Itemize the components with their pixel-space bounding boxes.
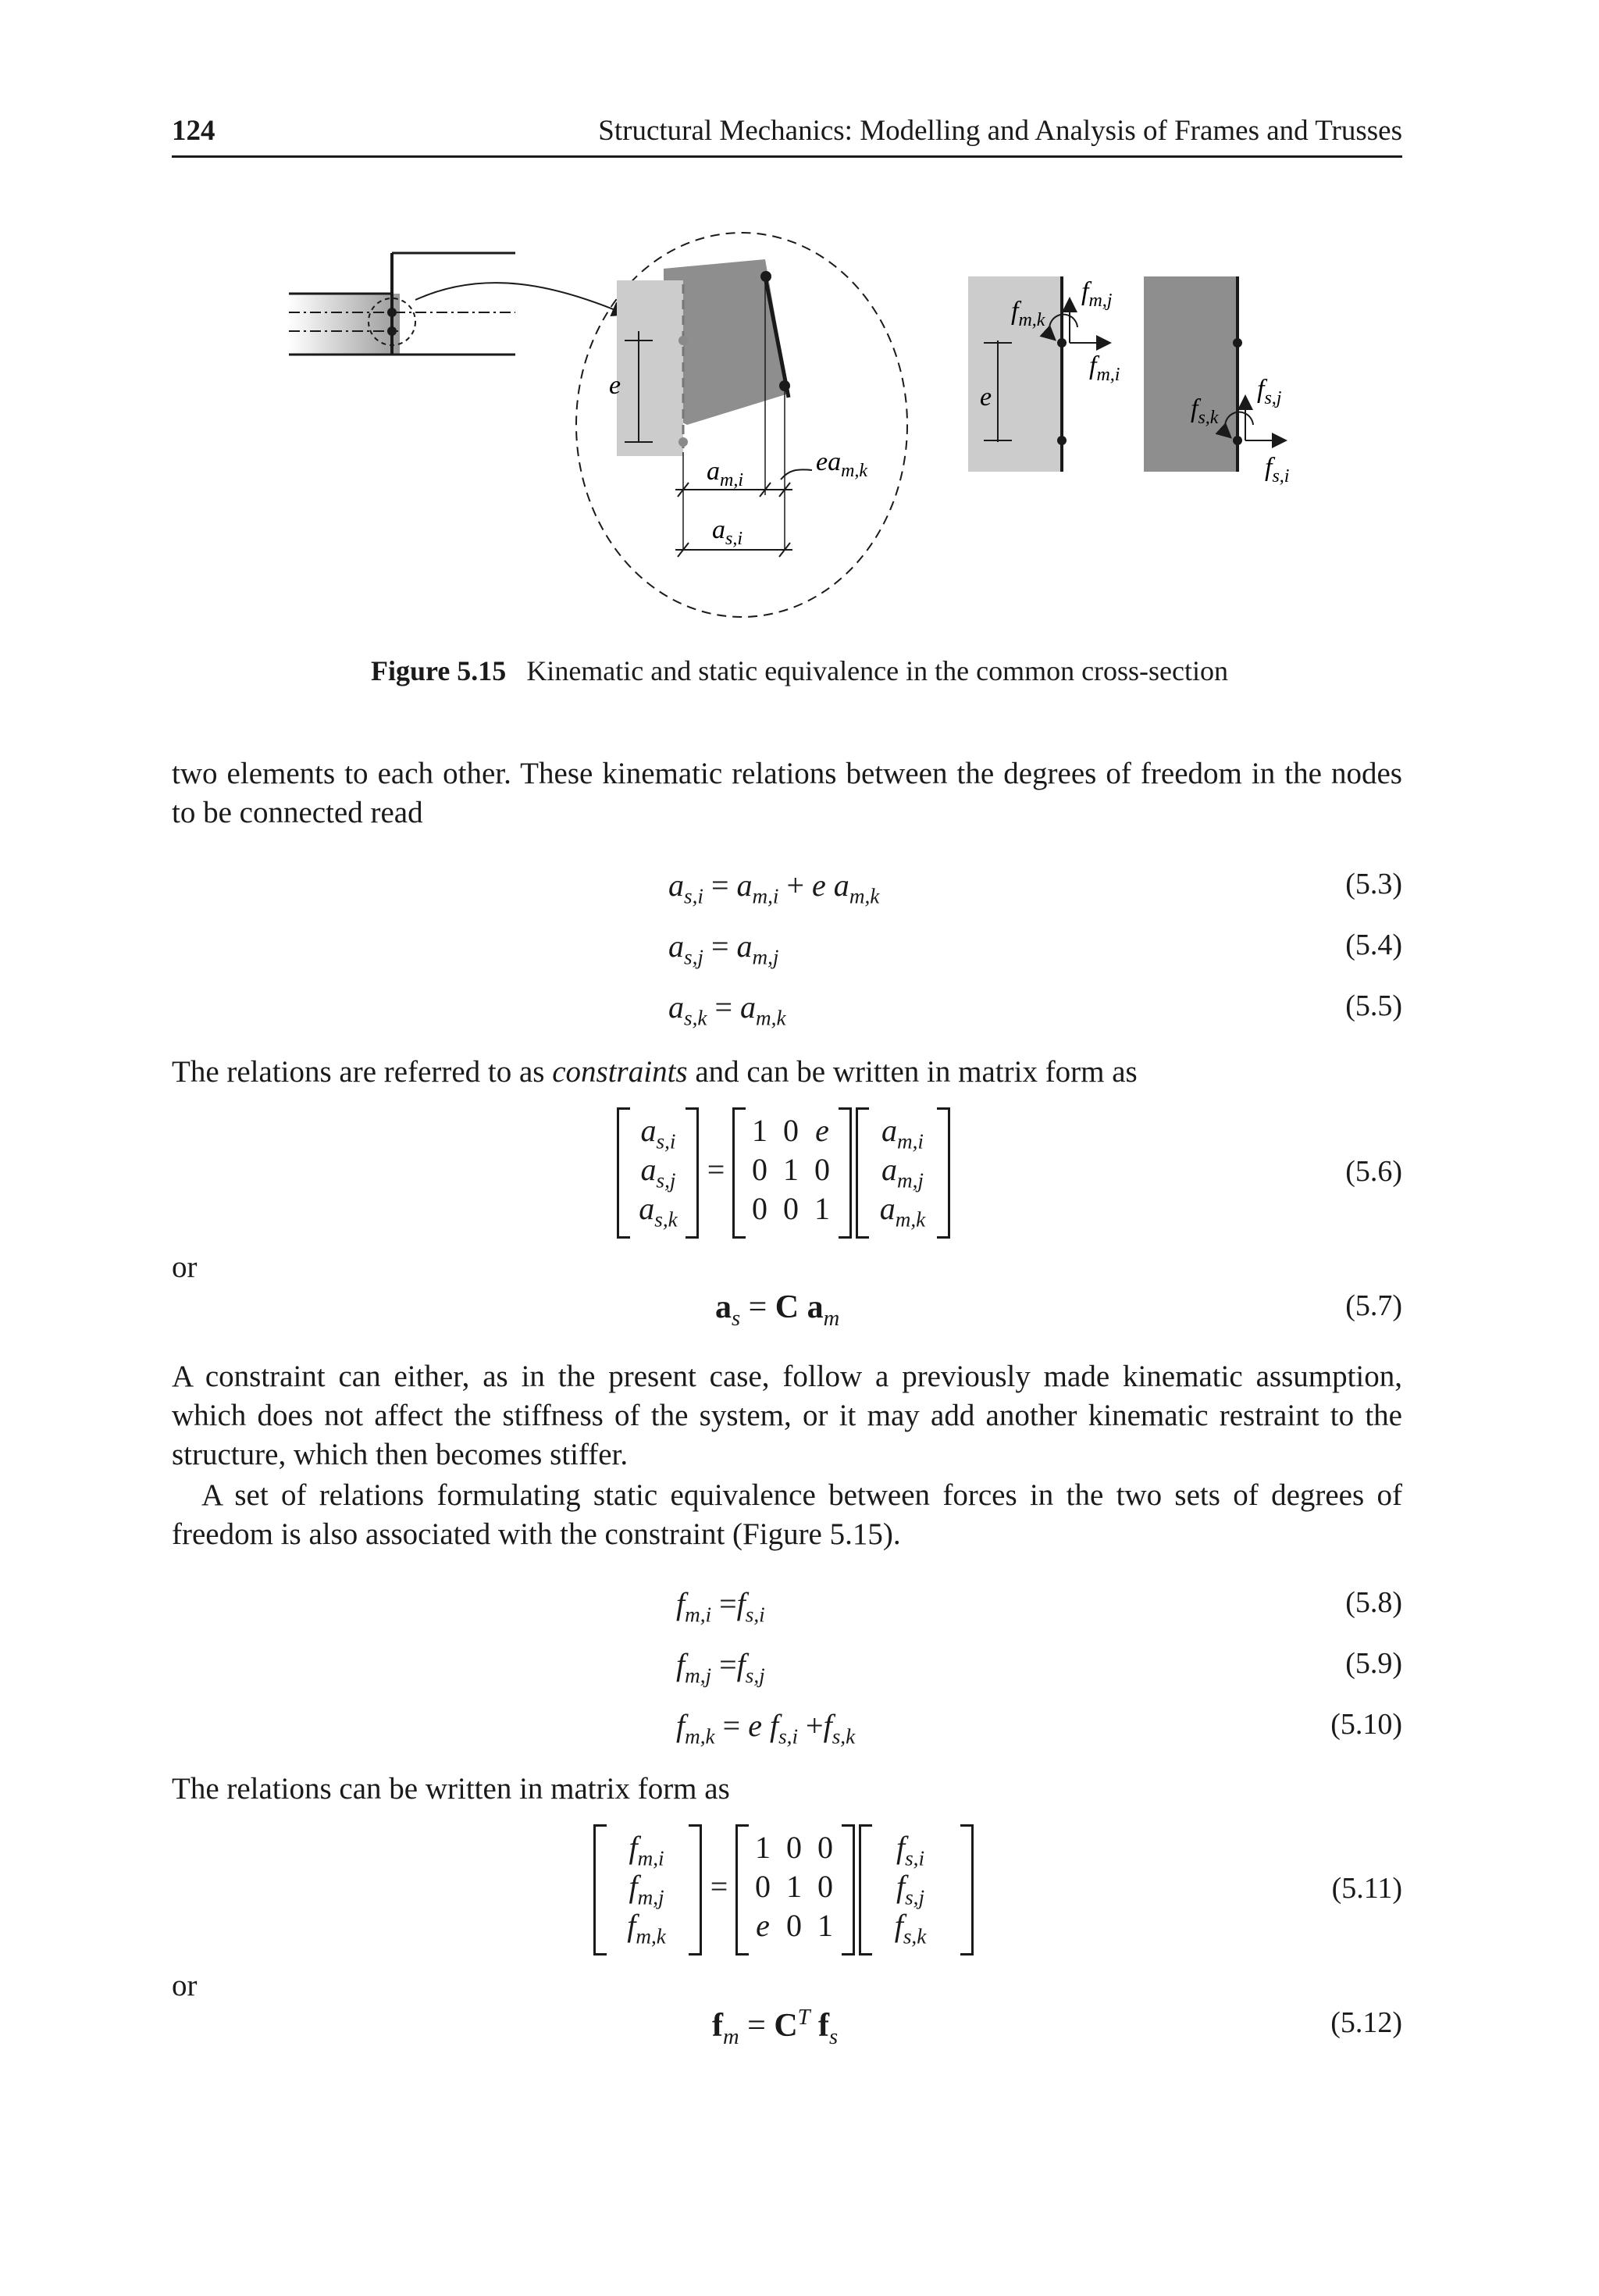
equation-number-5-3: (5.3) bbox=[1345, 868, 1402, 900]
figure-5-15 bbox=[281, 222, 1327, 628]
label-f-m-i-sub: m,i bbox=[1096, 365, 1120, 385]
label-a-s-i: a bbox=[712, 515, 725, 544]
equation-number-5-9: (5.9) bbox=[1345, 1647, 1402, 1680]
label-f-m-i: f bbox=[1089, 351, 1097, 380]
label-a-m-i-sub: m,i bbox=[720, 470, 743, 490]
joint-sketch bbox=[289, 253, 625, 355]
magnified-detail bbox=[576, 233, 907, 617]
page-number: 124 bbox=[172, 115, 215, 147]
equation-5-11: $f_{m,i}$ $f_{m,j}$ $f_{m,k}$ = 1 0 0 0 1 0 e 0 1 $f_{s,i}$ $f_{s,j}$ $f_{s,k}$ bbox=[593, 1824, 984, 1957]
label-f-m-j-sub: m,j bbox=[1088, 291, 1113, 311]
equation-5-3: $a_{s,i} = a_{m,i} + e$ $a_{m,k}$ bbox=[668, 868, 880, 908]
or-1: or bbox=[172, 1250, 198, 1284]
matrix-c-0-1: 0 bbox=[783, 1113, 799, 1148]
label-f-m-k: f bbox=[1011, 297, 1019, 326]
equation-5-4: $a_{s,j} = a_{m,j}$ bbox=[668, 929, 779, 969]
label-f-s-k-sub: s,k bbox=[1198, 408, 1219, 428]
matrix-ct-0-2: 0 bbox=[817, 1830, 833, 1865]
paragraph-2-before: The relations are referred to as bbox=[172, 1055, 553, 1089]
matrix-ct-1-0: 0 bbox=[755, 1869, 771, 1904]
label-f-m-j: f bbox=[1081, 277, 1089, 306]
matrix-c-0-0: 1 bbox=[752, 1113, 767, 1148]
running-title: Structural Mechanics: Modelling and Analysis of Frames and Trusses bbox=[598, 115, 1402, 147]
equation-5-10: $f_{m,k} = e$ $f_{s,i} +f_{s,k}$ bbox=[676, 1708, 856, 1749]
equation-5-12: $f_m = C^T$ $f_s$ bbox=[712, 2005, 839, 2049]
paragraph-3: A constraint can either, as in the present case, follow a previously made kinematic assumption, which does not affect the stiffness of the system, or it may add another kinematic restraint to the structure, which then becomes stiffer. bbox=[172, 1360, 1402, 1471]
matrix-c-1-1: 1 bbox=[783, 1152, 799, 1187]
matrix-c-1-0: 0 bbox=[752, 1152, 767, 1187]
figure-caption-text: Kinematic and static equivalence in the common cross-section bbox=[526, 655, 1229, 686]
figure-diagram bbox=[281, 222, 1327, 628]
svg-text:as,i bbox=[712, 515, 743, 549]
svg-text:fm,j bbox=[1081, 277, 1113, 311]
equation-number-5-6: (5.6) bbox=[1345, 1155, 1402, 1188]
matrix-ct-2-0: e bbox=[756, 1908, 770, 1943]
matrix-ct-1-1: 1 bbox=[786, 1869, 802, 1904]
equation-5-8: $f_{m,i} =f_{s,i}$ bbox=[676, 1586, 765, 1627]
equation-number-5-10: (5.10) bbox=[1330, 1708, 1402, 1741]
label-e-2: e bbox=[980, 383, 992, 412]
matrix-c-1-2: 0 bbox=[814, 1152, 830, 1187]
label-f-s-i: f bbox=[1265, 453, 1273, 482]
svg-text:fm,i bbox=[1089, 351, 1120, 385]
matrix-ct-0-0: 1 bbox=[755, 1830, 771, 1865]
matrix-c-2-2: 1 bbox=[814, 1191, 830, 1226]
svg-text:am,i bbox=[707, 457, 743, 490]
label-f-m-k-sub: m,k bbox=[1018, 310, 1045, 330]
svg-text:fs,j bbox=[1257, 375, 1282, 408]
label-f-s-j-sub: s,j bbox=[1264, 388, 1282, 408]
svg-text:fs,i bbox=[1265, 453, 1289, 487]
equation-5-5: $a_{s,k} = a_{m,k}$ bbox=[668, 989, 786, 1030]
matrix-ct-0-1: 0 bbox=[786, 1830, 802, 1865]
figure-caption bbox=[0, 654, 1599, 687]
header-rule bbox=[172, 155, 1402, 158]
label-f-s-i-sub: s,i bbox=[1272, 466, 1290, 487]
equation-number-5-4: (5.4) bbox=[1345, 929, 1402, 961]
slave-forces-panel bbox=[1144, 276, 1289, 487]
label-f-s-j: f bbox=[1257, 375, 1265, 404]
label-f-s-k: f bbox=[1191, 394, 1198, 423]
equation-5-9: $f_{m,j} =f_{s,j}$ bbox=[676, 1647, 765, 1688]
paragraph-4: A set of relations formulating static equivalence between forces in the two sets of degrees of freedom is also associated with the constraint (Figure 5.15). bbox=[172, 1478, 1402, 1551]
matrix-c-0-2: e bbox=[815, 1113, 829, 1148]
figure-label: Figure 5.15 bbox=[370, 655, 507, 686]
matrix-ct-1-2: 0 bbox=[817, 1869, 833, 1904]
master-forces-panel bbox=[968, 276, 1120, 472]
label-ea-m-k-sub: m,k bbox=[841, 461, 868, 481]
equation-5-7: $a_s = C$ $a_m$ bbox=[715, 1289, 840, 1331]
label-ea-m-k: ea bbox=[816, 447, 842, 476]
matrix-ct-2-1: 0 bbox=[786, 1908, 802, 1943]
constraints-term: constraints bbox=[552, 1055, 688, 1089]
or-2: or bbox=[172, 1969, 198, 2002]
label-a-m-i: a bbox=[707, 457, 720, 486]
equation-5-6: $a_{s,i}$ $a_{s,j}$ $a_{s,k}$ = 1 0 e 0 1 0 0 0 1 $a_{m,i}$ $a_{m,j}$ $a_{m,k}$ bbox=[617, 1107, 960, 1240]
paragraph-5: The relations can be written in matrix form as bbox=[172, 1772, 730, 1806]
equation-number-5-11: (5.11) bbox=[1331, 1872, 1402, 1905]
matrix-ct-2-2: 1 bbox=[817, 1908, 833, 1943]
label-a-s-i-sub: s,i bbox=[725, 529, 743, 549]
svg-text:eam,k bbox=[816, 447, 867, 481]
equation-number-5-12: (5.12) bbox=[1330, 2006, 1402, 2039]
paragraph-2 bbox=[172, 1053, 1402, 1092]
paragraph-2-after: and can be written in matrix form as bbox=[687, 1055, 1138, 1089]
label-e: e bbox=[609, 371, 621, 400]
equation-number-5-8: (5.8) bbox=[1345, 1586, 1402, 1619]
matrix-c-2-0: 0 bbox=[752, 1191, 767, 1226]
equation-number-5-5: (5.5) bbox=[1345, 989, 1402, 1022]
paragraph-1: two elements to each other. These kinematic relations between the degrees of freedom in the nodes to be connected read bbox=[172, 757, 1402, 829]
equation-number-5-7: (5.7) bbox=[1345, 1289, 1402, 1322]
matrix-c-2-1: 0 bbox=[783, 1191, 799, 1226]
